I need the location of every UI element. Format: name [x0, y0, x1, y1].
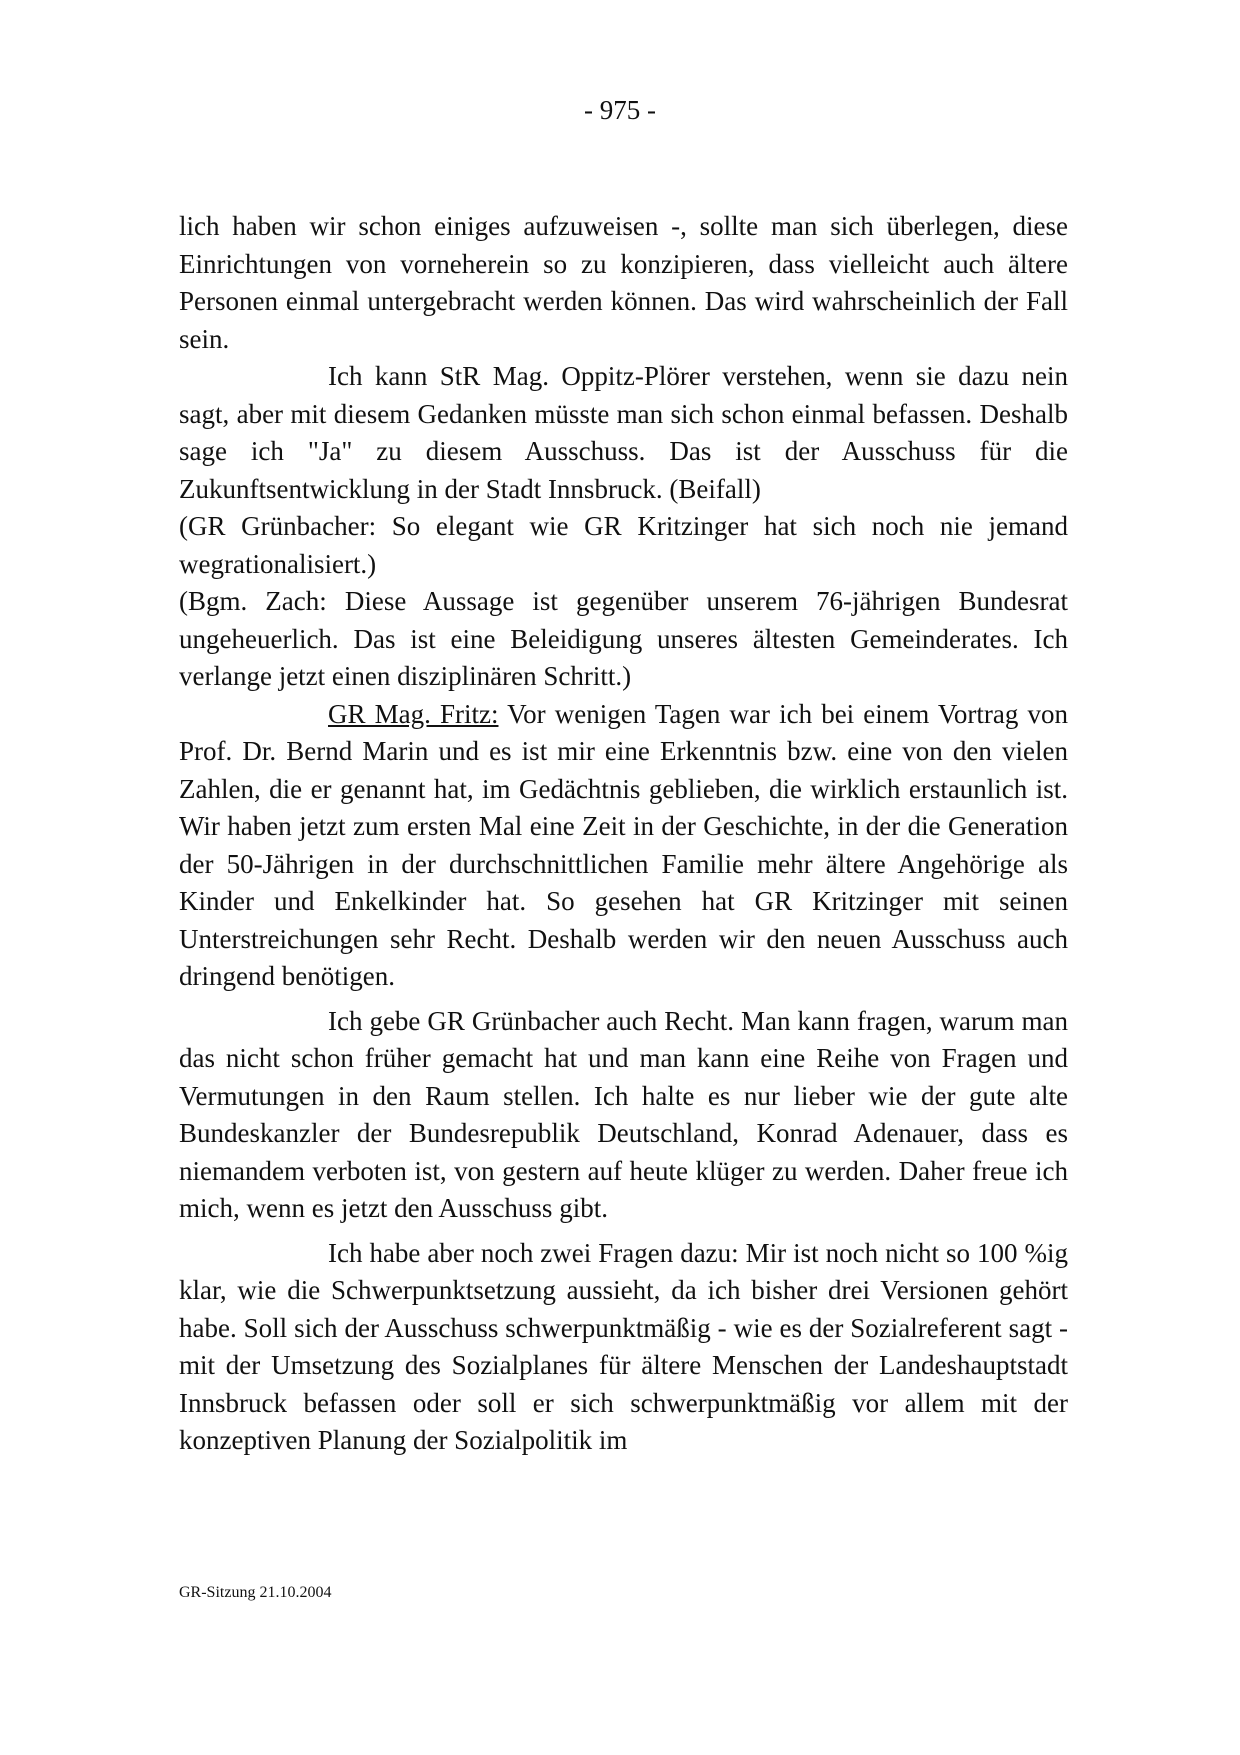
- paragraph-oppitz-ploerer: Ich kann StR Mag. Oppitz-Plörer verstehen, wenn sie dazu nein sagt, aber mit diesem Gedanken müsste man sich schon einmal befassen. Deshalb sage ich "Ja" zu diesem Ausschuss. Das ist der Ausschuss für die Zukunftsentwicklung in der Stadt Innsbruck. (Beifall): [179, 361, 1068, 504]
- footer-session-date: GR-Sitzung 21.10.2004: [179, 1584, 332, 1601]
- paragraph-fritz-speech: [179, 696, 1068, 996]
- document-body: [179, 208, 1068, 1460]
- paragraph-adenauer: Ich gebe GR Grünbacher auch Recht. Man kann fragen, warum man das nicht schon früher gemacht hat und man kann eine Reihe von Fragen und Vermutungen in den Raum stellen. Ich halte es nur lieber wie der gute alte Bundeskanzler der Bundesrepublik Deutschland, Konrad Adenauer, dass es niemandem verboten ist, von gestern auf heute klüger zu werden. Daher freue ich mich, wenn es jetzt den Ausschuss gibt.: [179, 1005, 1068, 1223]
- speaker-name: GR Mag. Fritz:: [328, 698, 499, 729]
- interjection-zach: (Bgm. Zach: Diese Aussage ist gegenüber unserem 76-jährigen Bundesrat ungeheuerlich. Das ist eine Beleidigung unseres ältesten Gemeinderates. Ich verlange jetzt einen disziplinären Schritt.): [179, 586, 1068, 691]
- speech-text: Vor wenigen Tagen war ich bei einem Vortrag von Prof. Dr. Bernd Marin und es ist mir eine Erkenntnis bzw. eine von den vielen Zahlen, die er genannt hat, im Gedächtnis geblieben, die wirklich erstaunlich ist. Wir haben jetzt zum ersten Mal eine Zeit in der Geschichte, in der die Generation der 50-Jährigen in der durchschnittlichen Familie mehr ältere Angehörige als Kinder und Enkelkinder hat. So gesehen hat GR Kritzinger mit seinen Unterstreichungen sehr Recht. Deshalb werden wir den neuen Ausschuss auch dringend benötigen.: [179, 698, 1068, 991]
- interjection-gruenbacher: (GR Grünbacher: So elegant wie GR Kritzinger hat sich noch nie jemand wegrationalisiert.): [179, 511, 1068, 579]
- paragraph-continuation: lich haben wir schon einiges aufzuweisen -, sollte man sich überlegen, diese Einrichtungen von vorneherein so zu konzipieren, dass vielleicht auch ältere Personen einmal untergebracht werden können. Das wird wahrscheinlich der Fall sein.: [179, 211, 1068, 354]
- paragraph-questions: Ich habe aber noch zwei Fragen dazu: Mir ist noch nicht so 100 %ig klar, wie die Schwerpunktsetzung aussieht, da ich bisher drei Versionen gehört habe. Soll sich der Ausschuss schwerpunktmäßig - wie es der Sozialreferent sagt - mit der Umsetzung des Sozialplanes für ältere Menschen der Landeshauptstadt Innsbruck befassen oder soll er sich schwerpunktmäßig vor allem mit der konzeptiven Planung der Sozialpolitik im: [179, 1237, 1068, 1455]
- page-number: - 975 -: [584, 95, 656, 125]
